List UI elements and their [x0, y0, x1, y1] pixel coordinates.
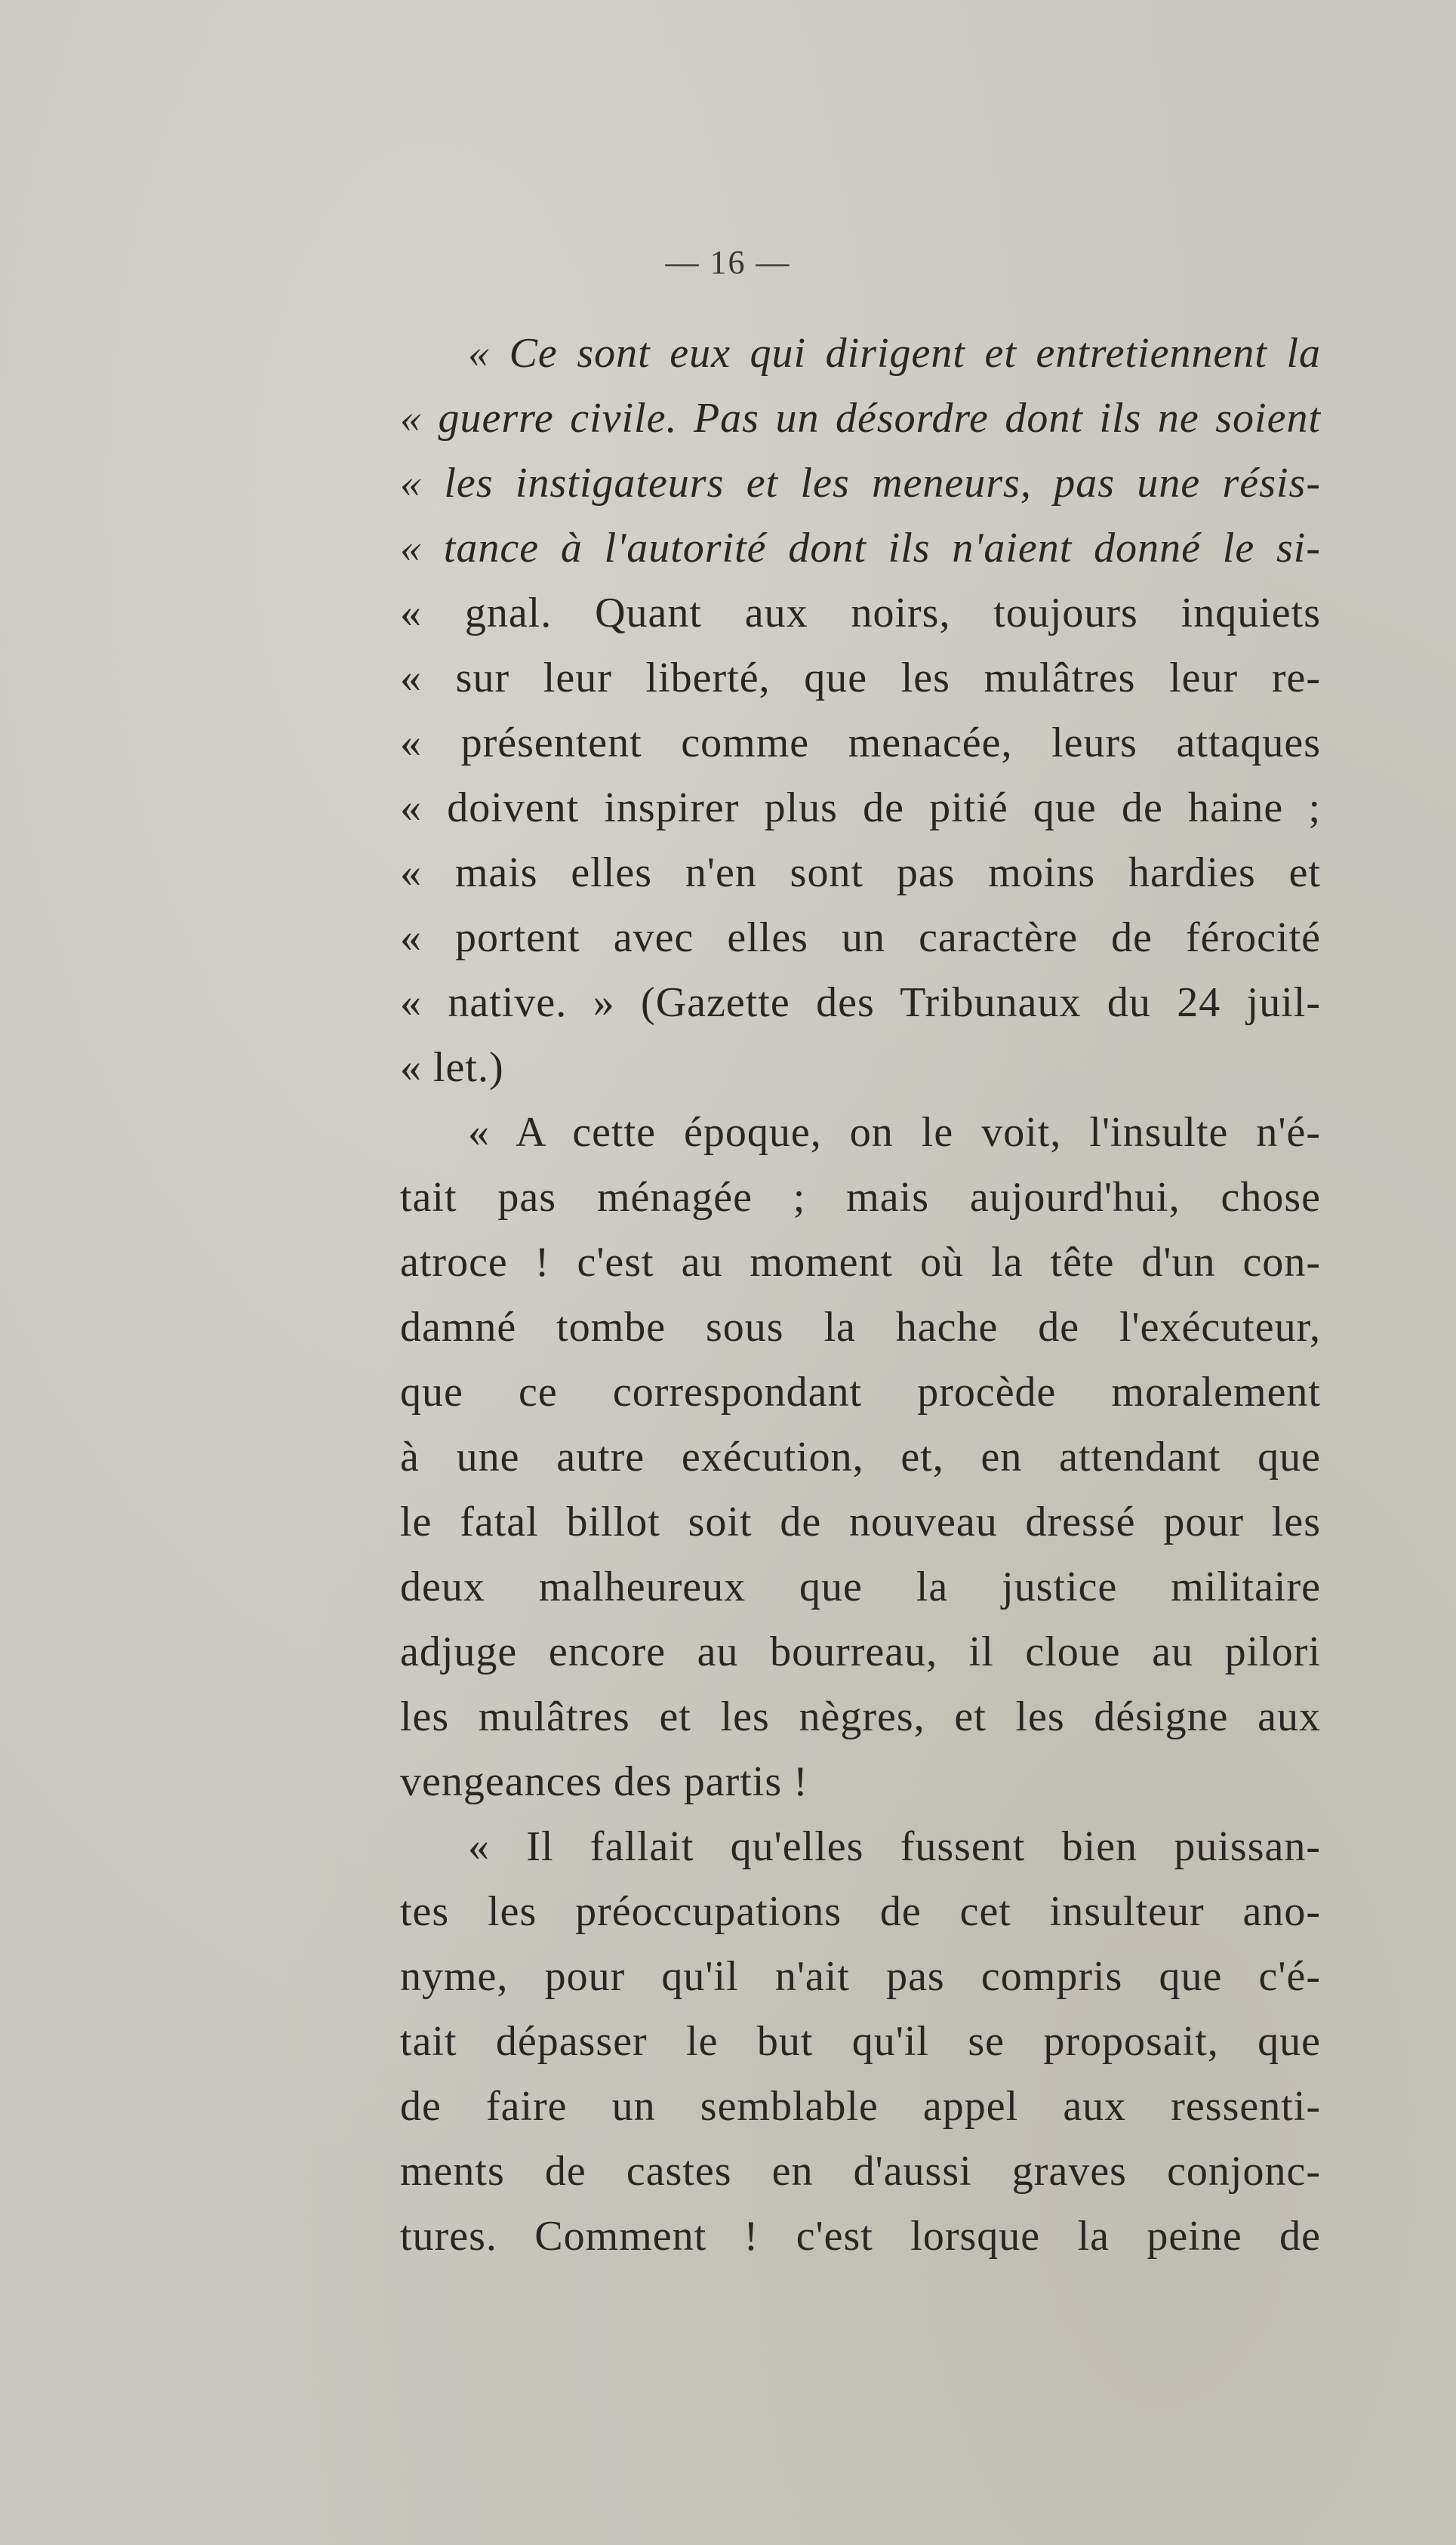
- text-line: « Ce sont eux qui dirigent et entretiennent la: [468, 330, 1321, 377]
- text-line: ments de castes en d'aussi graves conjonc-: [400, 2148, 1321, 2195]
- text-line: deux malheureux que la justice militaire: [400, 1564, 1321, 1610]
- text-line: tait dépasser le but qu'il se proposait, que: [400, 2018, 1321, 2065]
- text-line: tes les préoccupations de cet insulteur ano-: [400, 1888, 1321, 1935]
- text-line: « tance à l'autorité dont ils n'aient donné le si-: [400, 525, 1321, 572]
- text-line: vengeances des partis !: [400, 1758, 808, 1805]
- text-line: « native. » (Gazette des Tribunaux du 24 juil-: [400, 979, 1321, 1026]
- text-line: tait pas ménagée ; mais aujourd'hui, chose: [400, 1174, 1321, 1221]
- text-line: « les instigateurs et les meneurs, pas une résis-: [400, 460, 1321, 507]
- text-line: le fatal billot soit de nouveau dressé pour les: [400, 1499, 1321, 1545]
- text-line: « portent avec elles un caractère de férocité: [400, 914, 1321, 961]
- text-line: « A cette époque, on le voit, l'insulte n'é-: [468, 1109, 1321, 1156]
- text-line: damné tombe sous la hache de l'exécuteur,: [400, 1304, 1321, 1351]
- text-line: « let.): [400, 1044, 504, 1091]
- text-line: atroce ! c'est au moment où la tête d'un con-: [400, 1239, 1321, 1286]
- body-text: [400, 321, 1321, 2269]
- text-line: nyme, pour qu'il n'ait pas compris que c'é-: [400, 1953, 1321, 2000]
- text-line: que ce correspondant procède moralement: [400, 1369, 1321, 1416]
- text-line: « doivent inspirer plus de pitié que de haine ;: [400, 784, 1321, 831]
- text-line: « gnal. Quant aux noirs, toujours inquiets: [400, 590, 1321, 636]
- text-line: à une autre exécution, et, en attendant que: [400, 1434, 1321, 1480]
- text-line: tures. Comment ! c'est lorsque la peine de: [400, 2213, 1321, 2260]
- text-line: « présentent comme menacée, leurs attaques: [400, 719, 1321, 766]
- text-line: « mais elles n'en sont pas moins hardies et: [400, 849, 1321, 896]
- page-number: — 16 —: [665, 244, 791, 281]
- text-line: « sur leur liberté, que les mulâtres leur re-: [400, 655, 1321, 701]
- text-line: adjuge encore au bourreau, il cloue au pilori: [400, 1628, 1321, 1675]
- text-line: « guerre civile. Pas un désordre dont ils ne soient: [400, 395, 1321, 442]
- text-line: « Il fallait qu'elles fussent bien puissan-: [468, 1823, 1321, 1870]
- text-line: les mulâtres et les nègres, et les désigne aux: [400, 1693, 1321, 1740]
- text-line: de faire un semblable appel aux ressenti-: [400, 2083, 1321, 2130]
